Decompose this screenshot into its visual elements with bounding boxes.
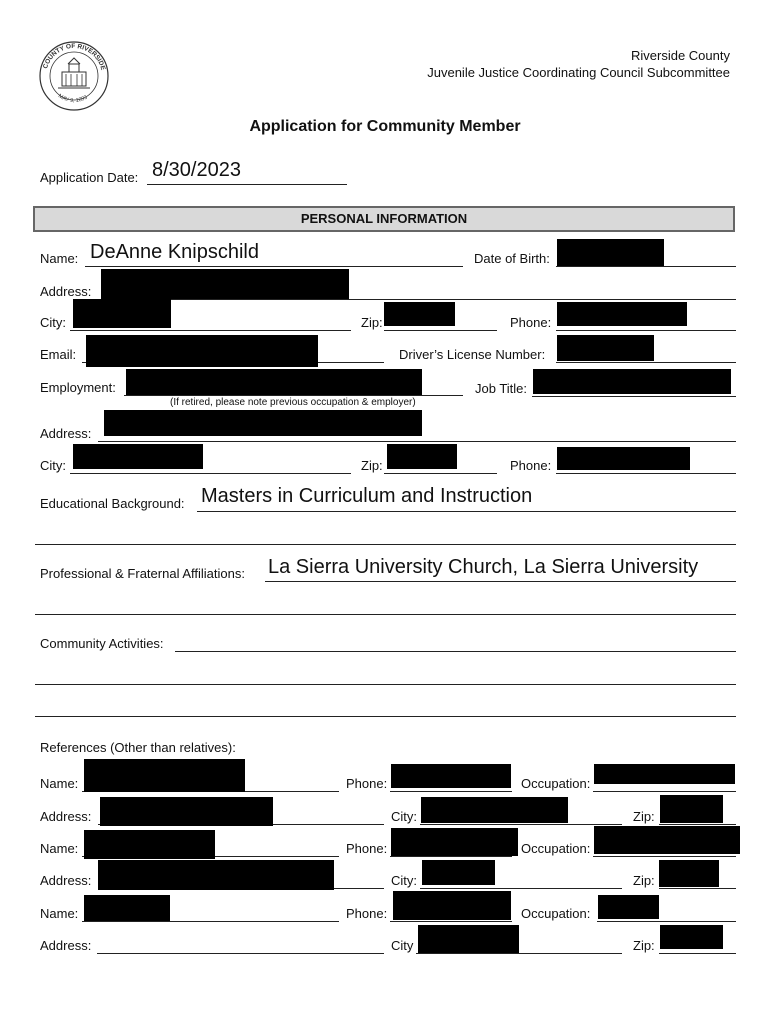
redaction-employer-phone bbox=[557, 447, 690, 470]
job-title-label: Job Title: bbox=[475, 381, 528, 396]
ref2-name-label: Name: bbox=[40, 841, 79, 856]
ref2-occupation-label: Occupation: bbox=[521, 841, 591, 856]
redaction-ref1-occupation bbox=[594, 764, 735, 784]
redaction-ref1-phone bbox=[391, 764, 511, 788]
redaction-phone bbox=[557, 302, 687, 326]
address-label: Address: bbox=[40, 284, 92, 299]
ref3-city-label: City bbox=[391, 938, 414, 953]
name-label: Name: bbox=[40, 251, 79, 266]
affiliations-line bbox=[265, 581, 736, 582]
svg-text:MAY 9, 1893 bbox=[57, 93, 89, 104]
ref3-occupation-line bbox=[597, 921, 736, 922]
employment-line bbox=[124, 395, 463, 396]
community-line-3 bbox=[35, 716, 736, 717]
employer-address-label: Address: bbox=[40, 426, 92, 441]
org-line-1: Riverside County bbox=[631, 48, 730, 63]
employer-city-label: City: bbox=[40, 458, 66, 473]
dob-label: Date of Birth: bbox=[474, 251, 550, 266]
redaction-email bbox=[86, 335, 318, 367]
form-title: Application for Community Member bbox=[249, 118, 521, 135]
application-date-line bbox=[147, 184, 347, 185]
redaction-ref3-phone bbox=[393, 891, 511, 920]
redaction-ref3-zip bbox=[660, 925, 723, 949]
phone-line bbox=[556, 330, 736, 331]
ref1-occupation-label: Occupation: bbox=[521, 776, 591, 791]
zip-line bbox=[384, 330, 497, 331]
redaction-license bbox=[557, 335, 654, 361]
affiliations-value[interactable]: La Sierra University Church, La Sierra University bbox=[268, 556, 699, 578]
application-date-label: Application Date: bbox=[40, 170, 139, 185]
ref1-phone-line bbox=[390, 791, 512, 792]
license-label: Driver’s License Number: bbox=[399, 347, 546, 362]
name-line bbox=[85, 266, 463, 267]
ref3-phone-label: Phone: bbox=[346, 906, 388, 921]
ref3-occupation-label: Occupation: bbox=[521, 906, 591, 921]
county-seal bbox=[38, 40, 110, 112]
redaction-dob bbox=[557, 239, 664, 266]
ref2-occupation-line bbox=[593, 856, 736, 857]
city-label: City: bbox=[40, 315, 66, 330]
employer-address-line bbox=[98, 441, 736, 442]
ref3-name-line bbox=[82, 921, 339, 922]
org-line-2: Juvenile Justice Coordinating Council Subcommittee bbox=[427, 65, 730, 80]
ref2-address-label: Address: bbox=[40, 873, 92, 888]
redaction-address bbox=[101, 269, 349, 299]
ref1-zip-label: Zip: bbox=[633, 809, 655, 824]
redaction-employer-address bbox=[104, 410, 422, 436]
job-title-line bbox=[532, 396, 736, 397]
affiliations-label: Professional & Fraternal Affiliations: bbox=[40, 566, 245, 581]
ref1-name-label: Name: bbox=[40, 776, 79, 791]
ref3-zip-line bbox=[659, 953, 736, 954]
redaction-ref1-address bbox=[100, 797, 273, 826]
redaction-ref2-occupation bbox=[594, 826, 740, 854]
affiliations-line-2 bbox=[35, 614, 736, 615]
personal-information-header: PERSONAL INFORMATION bbox=[33, 206, 735, 232]
redaction-job-title bbox=[533, 369, 731, 394]
employer-phone-line bbox=[556, 473, 736, 474]
ref2-phone-label: Phone: bbox=[346, 841, 388, 856]
ref3-phone-line bbox=[390, 921, 512, 922]
employment-note: (If retired, please note previous occupation & employer) bbox=[170, 397, 416, 408]
redaction-ref2-name bbox=[84, 830, 215, 859]
redaction-employer-zip bbox=[387, 444, 457, 469]
email-label: Email: bbox=[40, 347, 77, 362]
address-line bbox=[98, 299, 736, 300]
redaction-zip bbox=[384, 302, 455, 326]
ref3-address-line bbox=[97, 953, 384, 954]
redaction-employer-city bbox=[73, 444, 203, 469]
redaction-city bbox=[73, 299, 171, 328]
employer-zip-label: Zip: bbox=[361, 458, 383, 473]
ref1-address-label: Address: bbox=[40, 809, 92, 824]
ref2-phone-line bbox=[390, 856, 512, 857]
references-heading: References (Other than relatives): bbox=[40, 740, 236, 755]
employer-zip-line bbox=[384, 473, 497, 474]
ref1-city-line bbox=[420, 824, 622, 825]
redaction-ref1-city bbox=[421, 797, 568, 823]
ref3-name-label: Name: bbox=[40, 906, 79, 921]
application-date-value[interactable]: 8/30/2023 bbox=[152, 159, 241, 181]
redaction-ref2-city bbox=[422, 860, 495, 885]
ref3-city-line bbox=[416, 953, 622, 954]
ref3-zip-label: Zip: bbox=[633, 938, 655, 953]
redaction-ref3-name bbox=[84, 895, 170, 921]
ref1-occupation-line bbox=[593, 791, 736, 792]
redaction-ref3-occupation bbox=[598, 895, 659, 919]
ref2-zip-line bbox=[659, 888, 736, 889]
education-line bbox=[197, 511, 736, 512]
employer-phone-label: Phone: bbox=[510, 458, 552, 473]
education-line-2 bbox=[35, 544, 736, 545]
zip-label: Zip: bbox=[361, 315, 383, 330]
ref3-address-label: Address: bbox=[40, 938, 92, 953]
dob-line bbox=[556, 266, 736, 267]
redaction-ref2-zip bbox=[659, 860, 719, 887]
redaction-ref1-zip bbox=[660, 795, 723, 823]
name-value[interactable]: DeAnne Knipschild bbox=[90, 241, 259, 263]
education-label: Educational Background: bbox=[40, 496, 185, 511]
redaction-ref3-city bbox=[418, 925, 519, 953]
ref2-city-line bbox=[420, 888, 622, 889]
education-value[interactable]: Masters in Curriculum and Instruction bbox=[201, 485, 533, 507]
community-line-2 bbox=[35, 684, 736, 685]
redaction-employment bbox=[126, 369, 422, 395]
community-line bbox=[175, 651, 736, 652]
phone-label: Phone: bbox=[510, 315, 552, 330]
license-line bbox=[556, 362, 736, 363]
ref1-zip-line bbox=[659, 824, 736, 825]
seal-text: COUNTY OF RIVERSIDE bbox=[42, 42, 107, 71]
ref1-phone-label: Phone: bbox=[346, 776, 388, 791]
ref1-city-label: City: bbox=[391, 809, 417, 824]
ref2-zip-label: Zip: bbox=[633, 873, 655, 888]
employer-city-line bbox=[70, 473, 351, 474]
redaction-ref2-address bbox=[98, 860, 334, 890]
community-label: Community Activities: bbox=[40, 636, 164, 651]
city-line bbox=[70, 330, 351, 331]
seal-date: MAY 9, 1893 bbox=[56, 93, 89, 105]
redaction-ref1-name bbox=[84, 759, 245, 792]
ref2-city-label: City: bbox=[391, 873, 417, 888]
employment-label: Employment: bbox=[40, 380, 116, 395]
redaction-ref2-phone bbox=[391, 828, 518, 856]
